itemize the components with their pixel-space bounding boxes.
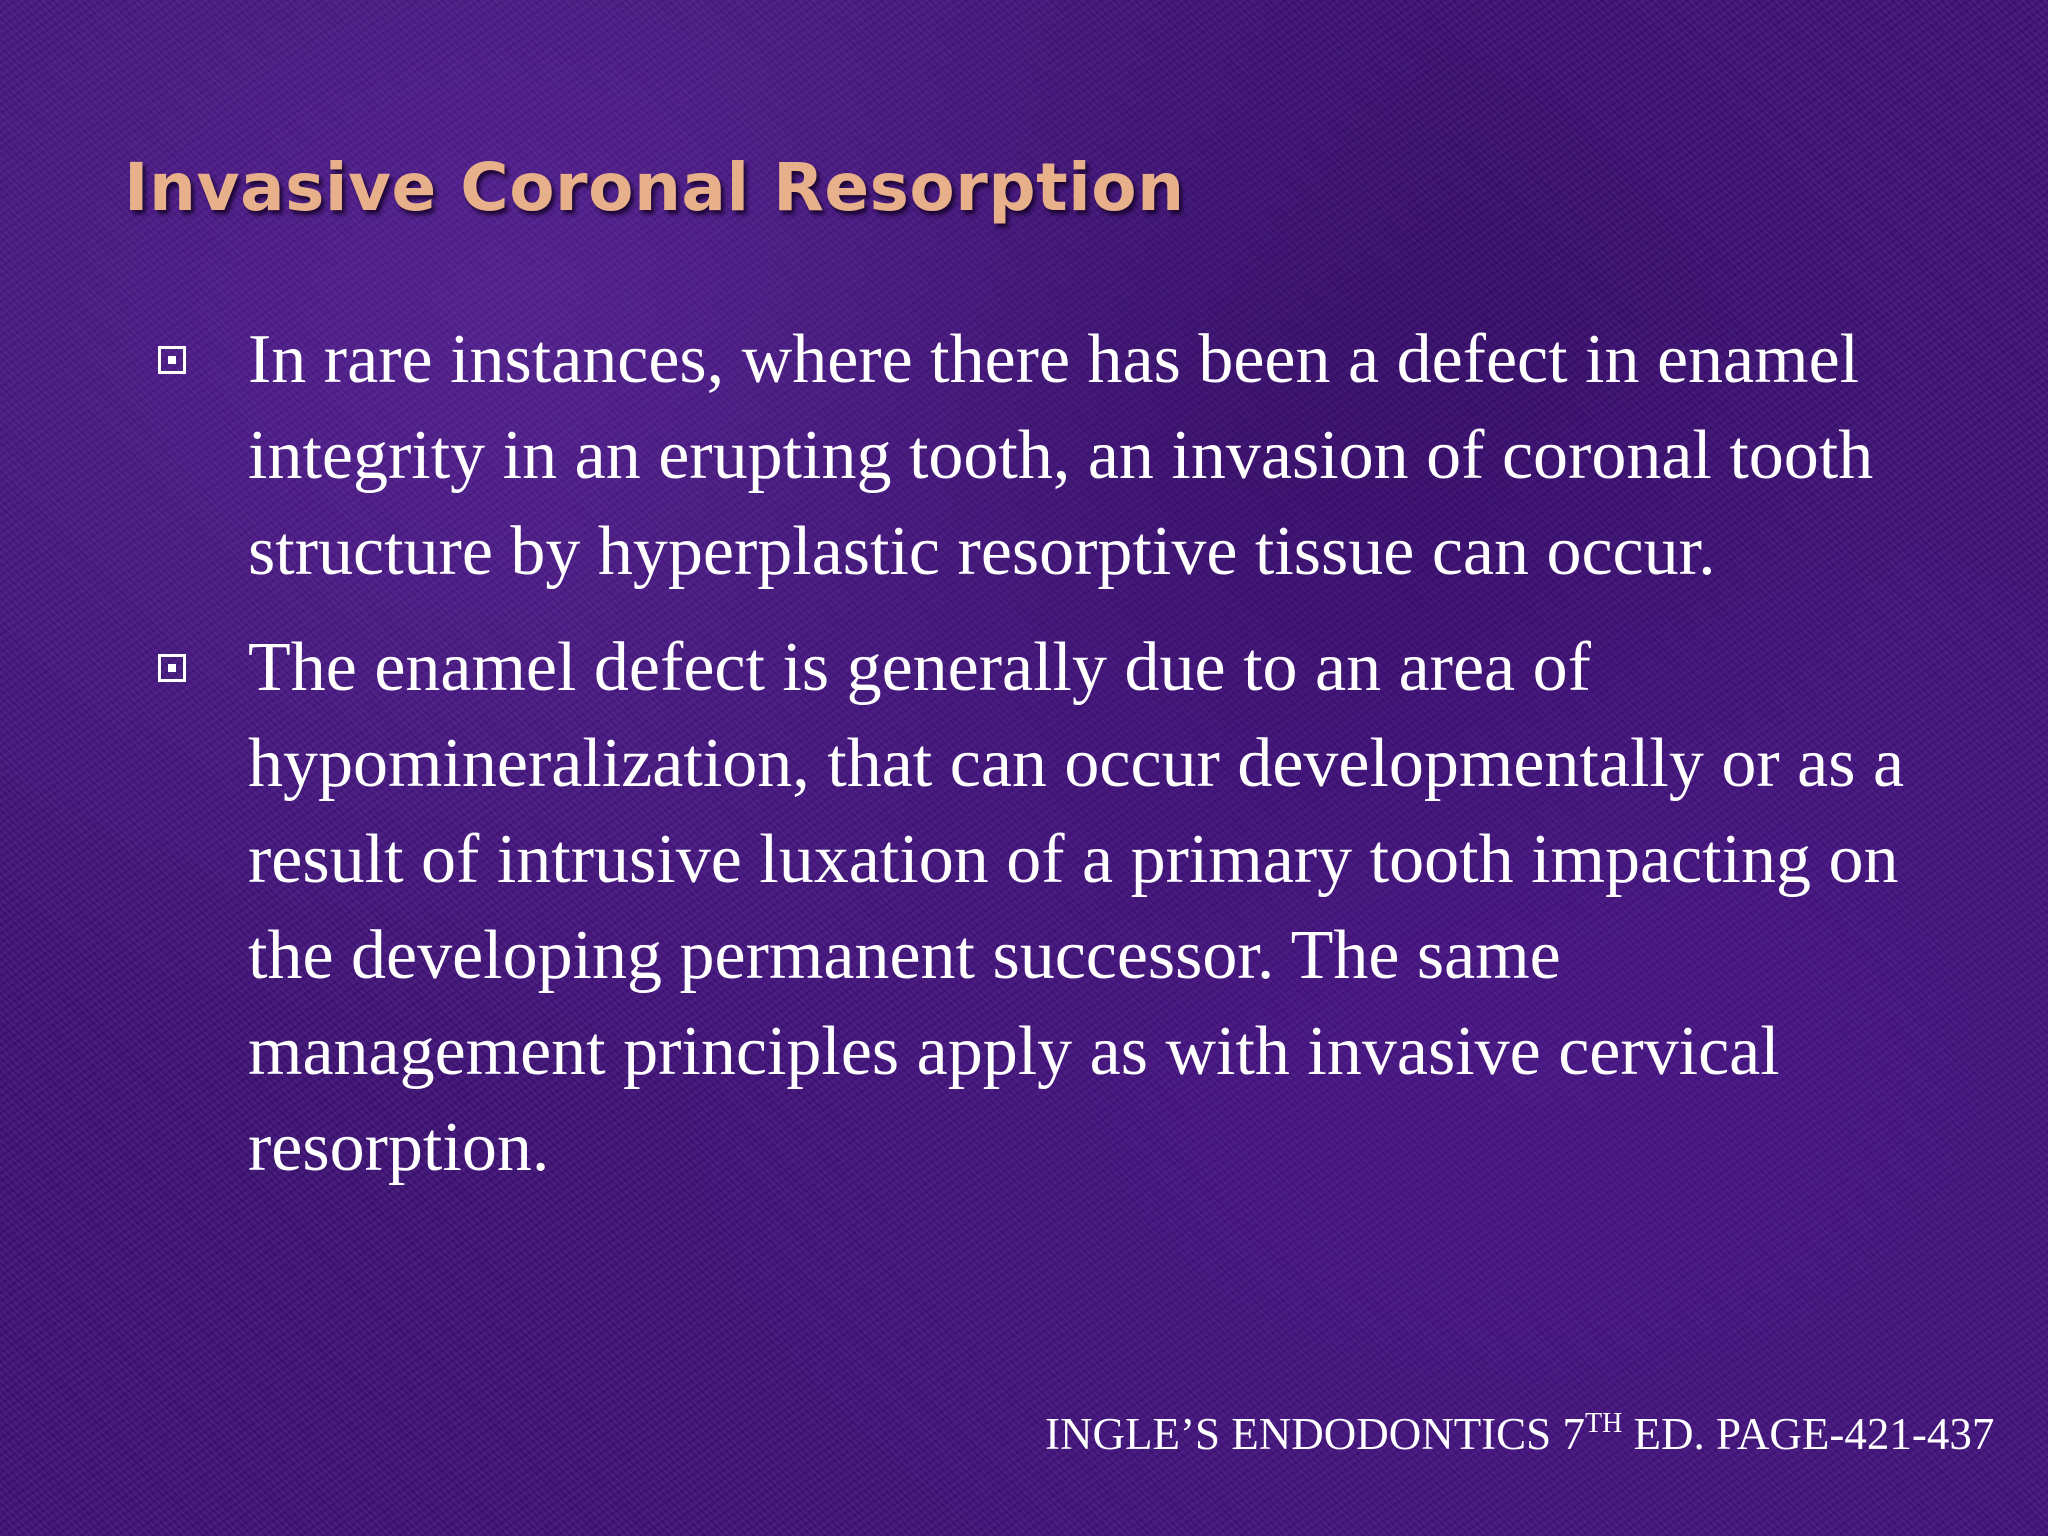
reference-superscript: TH — [1584, 1408, 1623, 1439]
bullet-text: In rare instances, where there has been a defect in enamel integrity in an erupting tooth, an invasion of coronal tooth structure by hyperplastic resorptive tissue can occur. — [248, 321, 1874, 590]
reference-citation — [1045, 1404, 2005, 1464]
boxed-square-bullet-icon — [158, 346, 186, 374]
slide-title: Invasive Coronal Resorption — [124, 149, 1185, 226]
bullet-list — [150, 312, 1930, 1216]
reference-prefix: INGLE’S ENDODONTICS 7 — [1045, 1409, 1585, 1459]
bullet-item — [150, 312, 1930, 600]
bullet-item — [150, 620, 1930, 1196]
reference-suffix: ED. PAGE-421-437 — [1622, 1409, 1995, 1459]
bullet-text: The enamel defect is generally due to an area of hypomineralization, that can occur developmentally or as a result of intrusive luxation of a primary tooth impacting on the developing permanent successor. The same management principles apply as with invasive cervical resorption. — [248, 629, 1905, 1186]
boxed-square-bullet-icon — [158, 654, 186, 682]
